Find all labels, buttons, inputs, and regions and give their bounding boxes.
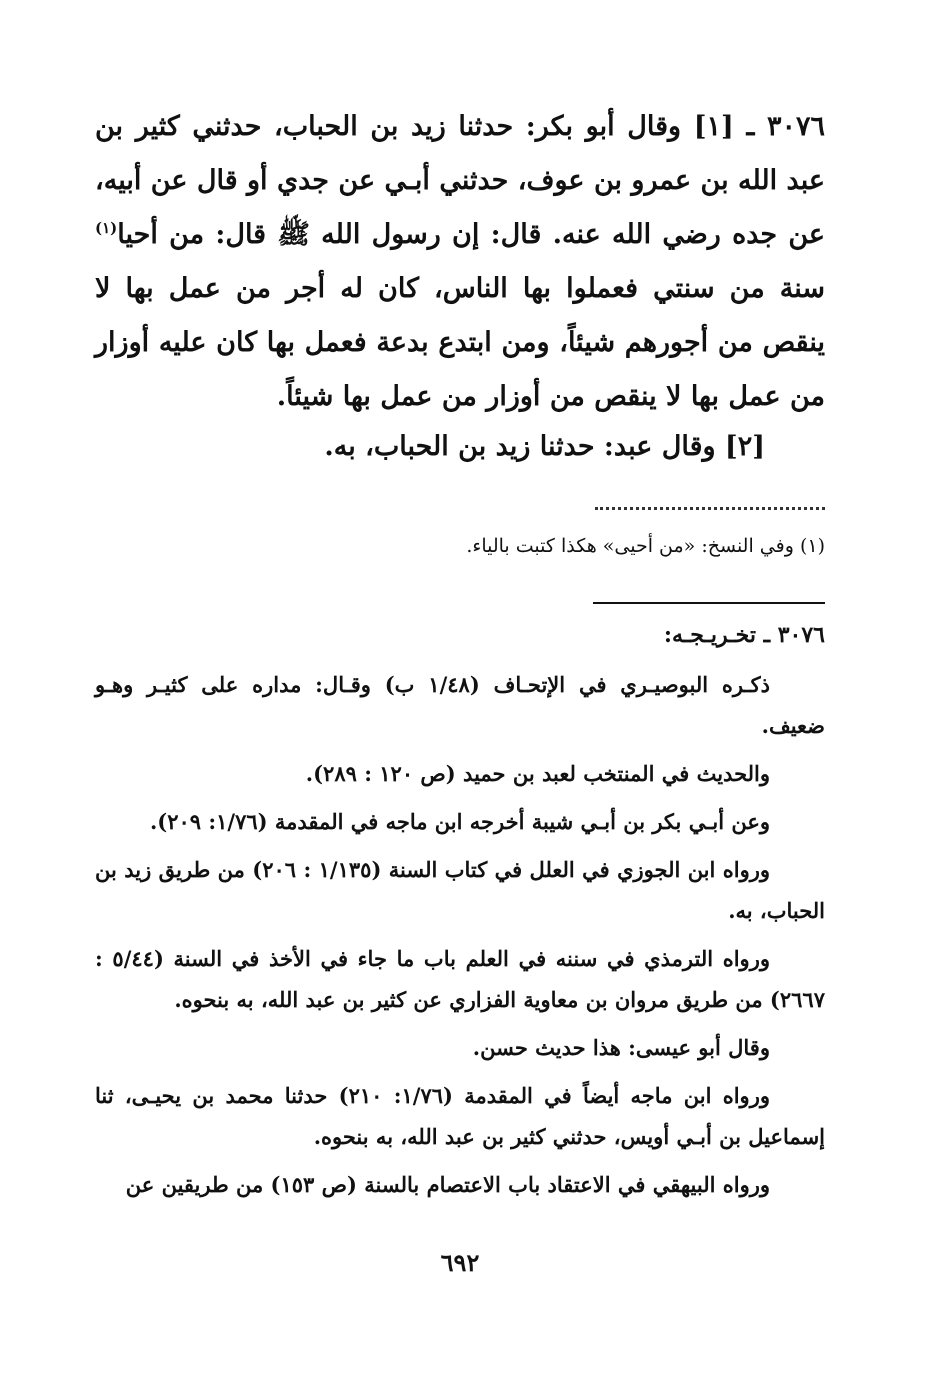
takhrij-paragraph: ورواه ابن الجوزي في العلل في كتاب السنة (١/١٣٥ : ٢٠٦) من طريق زيد بن الحباب، به.	[95, 857, 825, 923]
number-dash: ـ	[746, 111, 755, 142]
hadith-text-part-2: سنة من سنتي فعملوا بها الناس، كان له أجر من عمل بها لا ينقص من أجورهم شيئاً، ومن ابتدع بدعة فعمل بها كان عليه أوزار من عمل بها لا ينقص من أوزار من عمل بها شيئاً.	[95, 273, 825, 412]
takhrij-paragraph: وعن أبـي بكر بن أبـي شيبة أخرجه ابن ماجه في المقدمة (١/٧٦: ٢٠٩).	[149, 809, 770, 834]
takhrij-paragraph: وقال أبو عيسى: هذا حديث حسن.	[472, 1035, 770, 1060]
footnote-reference: (١)	[95, 219, 118, 237]
page-number: ٦٩٢	[440, 1248, 480, 1277]
footnote-separator	[595, 507, 825, 510]
takhrij-body	[95, 664, 825, 1212]
chain-marker-1: [١]	[693, 111, 734, 142]
takhrij-paragraph: ورواه البيهقي في الاعتقاد باب الاعتصام بالسنة (ص ١٥٣) من طريقين عن	[125, 1172, 770, 1197]
takhrij-paragraph: ورواه ابن ماجه أيضاً في المقدمة (١/٧٦: ٢١٠) حدثنا محمد بن يحيـى، ثنا إسماعيل بن أبـي أويس، حدثني كثير بن عبد الله، به بنحوه.	[95, 1083, 825, 1149]
chain-marker-2: [٢]	[724, 431, 765, 462]
takhrij-paragraph: والحديث في المنتخب لعبد بن حميد (ص ١٢٠ : ٢٨٩).	[305, 761, 770, 786]
footnote-text: وفي النسخ: «من أحيى» هكذا كتبت بالياء.	[466, 535, 794, 557]
book-page	[95, 0, 825, 1374]
second-chain	[324, 420, 765, 474]
footnote	[466, 528, 825, 564]
footnote-marker: (١)	[799, 535, 825, 557]
hadith-text-part-1: وقال أبو بكر: حدثنا زيد بن الحباب، حدثني كثير بن عبد الله بن عمرو بن عوف، حدثني أبـي عن جدي أو قال عن أبيه، عن جده رضي الله عنه. قال: إن رسول الله ﷺ قال: من أحيا	[95, 111, 825, 250]
takhrij-paragraph: ورواه الترمذي في سننه في العلم باب ما جاء في الأخذ في السنة (٥/٤٤ : ٢٦٦٧) من طريق مروان بن معاوية الفزاري عن كثير بن عبد الله، به بنحوه.	[95, 946, 825, 1012]
chain-2-text: وقال عبد: حدثنا زيد بن الحباب، به.	[324, 431, 716, 462]
hadith-main-text	[95, 100, 825, 424]
hadith-number: ٣٠٧٦	[767, 111, 826, 142]
takhrij-heading: ٣٠٧٦ ـ تخـريـجـه:	[663, 622, 825, 648]
takhrij-paragraph: ذكـره البوصيـري في الإتحـاف (١/٤٨ ب) وقـال: مداره على كثيـر وهـو ضعيف.	[95, 672, 825, 738]
section-divider	[593, 602, 825, 604]
